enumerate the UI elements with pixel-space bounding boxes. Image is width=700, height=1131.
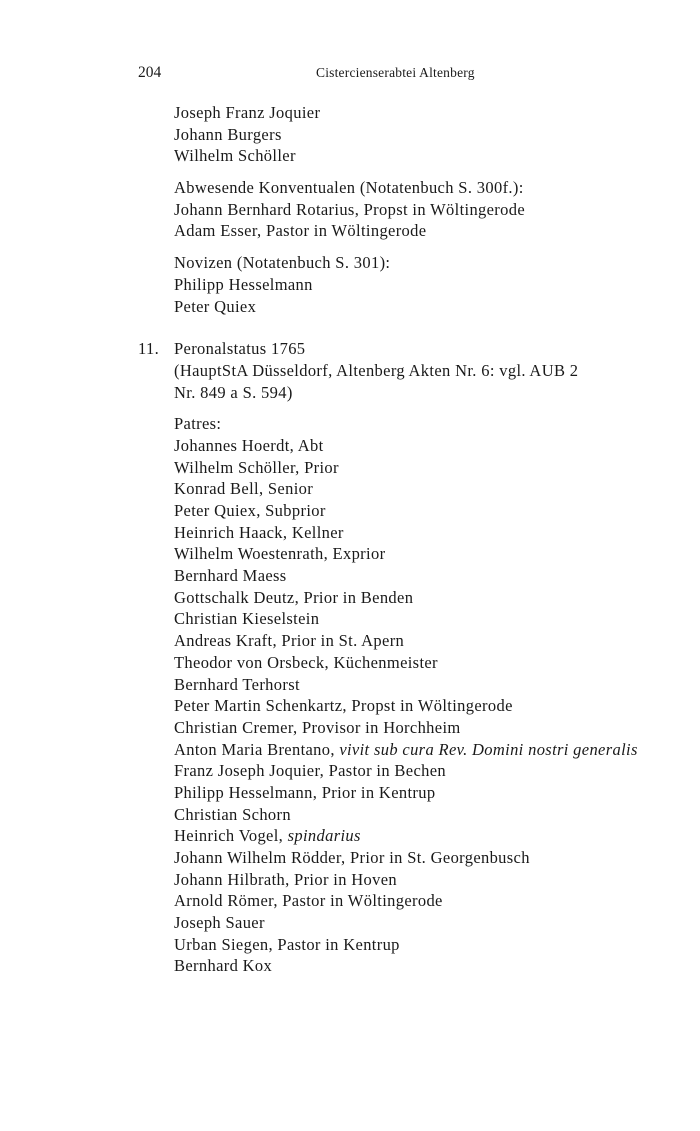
list-item: Peter Martin Schenkartz, Propst in Wöltingerode	[174, 696, 513, 716]
list-item: Bernhard Terhorst	[174, 674, 300, 694]
vogel-note: spindarius	[287, 826, 361, 846]
novices-heading: Novizen (Notatenbuch S. 301):	[174, 253, 391, 273]
list-item: Franz Joseph Joquier, Pastor in Bechen	[174, 761, 447, 781]
patres-heading: Patres:	[174, 414, 222, 434]
absent-members-section	[174, 177, 694, 242]
running-title: Cistercienserabtei Altenberg	[316, 65, 475, 80]
brentano-name: Anton Maria Brentano,	[174, 739, 340, 759]
brentano-note: vivit sub cura Rev. Domini nostri generalis	[339, 739, 638, 759]
list-item: Christian Cremer, Provisor in Horchheim	[174, 717, 461, 737]
source-citation: (HauptStA Düsseldorf, Altenberg Akten Nr. 6: vgl. AUB 2	[174, 360, 579, 380]
list-item: Konrad Bell, Senior	[174, 479, 314, 499]
section-title: Peronalstatus 1765	[174, 339, 306, 359]
list-item: Philipp Hesselmann	[174, 274, 313, 294]
page-number: 204	[138, 64, 162, 81]
list-item: Joseph Franz Joquier	[174, 103, 321, 122]
list-item: Bernhard Kox	[174, 956, 273, 976]
list-item: Gottschalk Deutz, Prior in Benden	[174, 587, 414, 607]
list-item: Adam Esser, Pastor in Wöltingerode	[174, 221, 427, 241]
list-item: Peter Quiex, Subprior	[174, 501, 326, 520]
list-item: Wilhelm Schöller	[174, 146, 296, 166]
vogel-name: Heinrich Vogel,	[174, 826, 288, 846]
novices-section	[174, 252, 694, 317]
page-header	[138, 64, 690, 86]
list-item: Bernhard Maess	[174, 566, 287, 586]
section-11	[138, 338, 694, 977]
list-item: Johann Wilhelm Rödder, Prior in St. Georgenbusch	[174, 848, 530, 867]
list-item: Peter Quiex	[174, 296, 257, 316]
list-item: Wilhelm Woestenrath, Exprior	[174, 544, 386, 564]
list-item: Johannes Hoerdt, Abt	[174, 435, 324, 455]
list-item: Joseph Sauer	[174, 913, 265, 933]
list-item: Philipp Hesselmann, Prior in Kentrup	[174, 782, 436, 802]
list-item: Johann Burgers	[174, 124, 282, 144]
page-body	[138, 102, 694, 977]
list-item: Christian Kieselstein	[174, 609, 320, 629]
list-item: Wilhelm Schöller, Prior	[174, 457, 339, 477]
list-item: Theodor von Orsbeck, Küchenmeister	[174, 652, 438, 672]
list-item: Christian Schorn	[174, 804, 291, 824]
absent-heading: Abwesende Konventualen (Notatenbuch S. 300f.):	[174, 178, 524, 198]
list-item: Heinrich Haack, Kellner	[174, 522, 344, 542]
list-item: Arnold Römer, Pastor in Wöltingerode	[174, 891, 443, 911]
section-number: 11.	[138, 339, 160, 359]
patres-list	[174, 435, 694, 977]
section-heading	[138, 338, 694, 360]
list-item: Urban Siegen, Pastor in Kentrup	[174, 934, 400, 954]
list-item: Andreas Kraft, Prior in St. Apern	[174, 631, 405, 651]
list-item: Johann Bernhard Rotarius, Propst in Wöltingerode	[174, 199, 526, 219]
source-citation-cont: Nr. 849 a S. 594)	[174, 382, 293, 402]
list-item	[174, 739, 694, 761]
resident-list	[174, 102, 694, 167]
list-item	[174, 825, 694, 847]
list-item: Johann Hilbrath, Prior in Hoven	[174, 869, 398, 889]
